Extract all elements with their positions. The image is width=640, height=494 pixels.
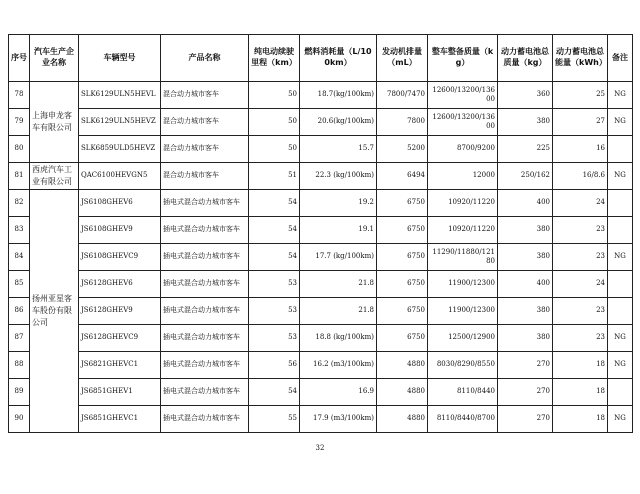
cell-battery-mass: 270 — [498, 379, 553, 406]
table-row — [9, 136, 633, 163]
cell-vehicle-model: JS6128GHEV6 — [79, 271, 161, 298]
table-row — [9, 109, 633, 136]
cell-remark: NG — [608, 109, 633, 136]
cell-curb-weight: 11900/12300 — [428, 271, 498, 298]
cell-serial-number: 86 — [9, 298, 30, 325]
cell-battery-energy: 16/8.6 — [553, 163, 608, 190]
cell-battery-energy: 23 — [553, 298, 608, 325]
cell-battery-mass: 225 — [498, 136, 553, 163]
header-row — [9, 35, 633, 82]
cell-product-name: 混合动力城市客车 — [161, 109, 249, 136]
cell-product-name: 插电式混合动力城市客车 — [161, 298, 249, 325]
cell-manufacturer: 西虎汽车工业有限公司 — [30, 163, 79, 190]
cell-engine-displacement: 6750 — [377, 244, 428, 271]
cell-vehicle-model: JS6108GHEV6 — [79, 190, 161, 217]
cell-electric-range: 53 — [249, 271, 300, 298]
cell-battery-mass: 250/162 — [498, 163, 553, 190]
cell-electric-range: 54 — [249, 244, 300, 271]
cell-product-name: 混合动力城市客车 — [161, 136, 249, 163]
cell-vehicle-model: JS6821GHEVC1 — [79, 352, 161, 379]
header-vehicle-model: 车辆型号 — [79, 35, 161, 82]
cell-battery-mass: 270 — [498, 406, 553, 433]
cell-product-name: 插电式混合动力城市客车 — [161, 190, 249, 217]
cell-product-name: 插电式混合动力城市客车 — [161, 379, 249, 406]
cell-engine-displacement: 6750 — [377, 298, 428, 325]
header-battery-energy: 动力蓄电池总能量（kWh） — [553, 35, 608, 82]
cell-battery-energy: 16 — [553, 136, 608, 163]
header-engine-displacement: 发动机排量（mL） — [377, 35, 428, 82]
cell-serial-number: 88 — [9, 352, 30, 379]
cell-fuel-consumption: 16.9 — [300, 379, 377, 406]
cell-serial-number: 87 — [9, 325, 30, 352]
cell-engine-displacement: 6750 — [377, 325, 428, 352]
cell-fuel-consumption: 18.8 (kg/100km) — [300, 325, 377, 352]
cell-electric-range: 54 — [249, 217, 300, 244]
cell-battery-energy: 25 — [553, 82, 608, 109]
cell-fuel-consumption: 20.6(kg/100km) — [300, 109, 377, 136]
header-fuel-consumption: 燃料消耗量（L/100km） — [300, 35, 377, 82]
cell-curb-weight: 12600/13200/13600 — [428, 109, 498, 136]
cell-vehicle-model: JS6128GHEVC9 — [79, 325, 161, 352]
cell-fuel-consumption: 16.2 (m3/100km) — [300, 352, 377, 379]
cell-remark — [608, 379, 633, 406]
cell-electric-range: 54 — [249, 190, 300, 217]
cell-serial-number: 83 — [9, 217, 30, 244]
cell-battery-mass: 380 — [498, 109, 553, 136]
cell-serial-number: 79 — [9, 109, 30, 136]
table-row — [9, 244, 633, 271]
cell-manufacturer: 上海申龙客车有限公司 — [30, 82, 79, 163]
cell-serial-number: 78 — [9, 82, 30, 109]
cell-fuel-consumption: 18.7(kg/100km) — [300, 82, 377, 109]
cell-fuel-consumption: 19.2 — [300, 190, 377, 217]
cell-vehicle-model: SLK6129ULN5HEVZ — [79, 109, 161, 136]
header-serial-number: 序号 — [9, 35, 30, 82]
cell-electric-range: 55 — [249, 406, 300, 433]
cell-remark — [608, 271, 633, 298]
cell-serial-number: 90 — [9, 406, 30, 433]
cell-product-name: 插电式混合动力城市客车 — [161, 352, 249, 379]
cell-product-name: 插电式混合动力城市客车 — [161, 217, 249, 244]
cell-fuel-consumption: 17.7 (kg/100km) — [300, 244, 377, 271]
cell-electric-range: 56 — [249, 352, 300, 379]
cell-remark — [608, 136, 633, 163]
cell-curb-weight: 8700/9200 — [428, 136, 498, 163]
cell-remark — [608, 298, 633, 325]
cell-engine-displacement: 7800/7470 — [377, 82, 428, 109]
cell-fuel-consumption: 21.8 — [300, 298, 377, 325]
cell-curb-weight: 12000 — [428, 163, 498, 190]
cell-fuel-consumption: 21.8 — [300, 271, 377, 298]
cell-vehicle-model: QAC6100HEVGN5 — [79, 163, 161, 190]
cell-vehicle-model: JS6851GHEVC1 — [79, 406, 161, 433]
table-row — [9, 82, 633, 109]
cell-battery-energy: 18 — [553, 352, 608, 379]
cell-engine-displacement: 7800 — [377, 109, 428, 136]
cell-battery-mass: 270 — [498, 352, 553, 379]
cell-fuel-consumption: 15.7 — [300, 136, 377, 163]
cell-battery-mass: 380 — [498, 244, 553, 271]
header-curb-weight: 整车整备质量（kg） — [428, 35, 498, 82]
cell-serial-number: 82 — [9, 190, 30, 217]
cell-battery-mass: 380 — [498, 325, 553, 352]
cell-battery-energy: 27 — [553, 109, 608, 136]
cell-curb-weight: 12500/12900 — [428, 325, 498, 352]
cell-manufacturer: 扬州亚星客车股份有限公司 — [30, 190, 79, 433]
table-row — [9, 163, 633, 190]
cell-product-name: 混合动力城市客车 — [161, 82, 249, 109]
cell-fuel-consumption: 19.1 — [300, 217, 377, 244]
cell-battery-energy: 18 — [553, 406, 608, 433]
cell-vehicle-model: SLK6859ULD5HEVZ — [79, 136, 161, 163]
cell-remark: NG — [608, 352, 633, 379]
table-row — [9, 379, 633, 406]
cell-serial-number: 81 — [9, 163, 30, 190]
cell-product-name: 插电式混合动力城市客车 — [161, 325, 249, 352]
cell-engine-displacement: 4880 — [377, 406, 428, 433]
cell-electric-range: 50 — [249, 109, 300, 136]
table-row — [9, 217, 633, 244]
cell-remark: NG — [608, 244, 633, 271]
cell-serial-number: 80 — [9, 136, 30, 163]
cell-vehicle-model: JS6851GHEV1 — [79, 379, 161, 406]
cell-remark: NG — [608, 82, 633, 109]
cell-engine-displacement: 4880 — [377, 352, 428, 379]
cell-product-name: 插电式混合动力城市客车 — [161, 244, 249, 271]
cell-curb-weight: 10920/11220 — [428, 217, 498, 244]
cell-serial-number: 89 — [9, 379, 30, 406]
cell-electric-range: 51 — [249, 163, 300, 190]
cell-fuel-consumption: 17.9 (m3/100km) — [300, 406, 377, 433]
table-row — [9, 298, 633, 325]
cell-remark: NG — [608, 406, 633, 433]
cell-engine-displacement: 6750 — [377, 217, 428, 244]
cell-curb-weight: 10920/11220 — [428, 190, 498, 217]
cell-battery-energy: 24 — [553, 190, 608, 217]
cell-remark — [608, 190, 633, 217]
table-header — [9, 35, 633, 82]
table-row — [9, 190, 633, 217]
header-battery-mass: 动力蓄电池总质量（kg） — [498, 35, 553, 82]
cell-serial-number: 84 — [9, 244, 30, 271]
cell-product-name: 混合动力城市客车 — [161, 163, 249, 190]
cell-vehicle-model: JS6128GHEV9 — [79, 298, 161, 325]
cell-electric-range: 54 — [249, 379, 300, 406]
cell-engine-displacement: 6750 — [377, 190, 428, 217]
cell-product-name: 插电式混合动力城市客车 — [161, 406, 249, 433]
cell-battery-mass: 360 — [498, 82, 553, 109]
table-row — [9, 325, 633, 352]
cell-battery-energy: 23 — [553, 244, 608, 271]
table-row — [9, 271, 633, 298]
table-row — [9, 406, 633, 433]
cell-battery-energy: 23 — [553, 217, 608, 244]
cell-battery-mass: 380 — [498, 298, 553, 325]
cell-curb-weight: 12600/13200/13600 — [428, 82, 498, 109]
header-manufacturer: 汽车生产企业名称 — [30, 35, 79, 82]
cell-engine-displacement: 6494 — [377, 163, 428, 190]
cell-engine-displacement: 4880 — [377, 379, 428, 406]
header-remark: 备注 — [608, 35, 633, 82]
cell-electric-range: 53 — [249, 298, 300, 325]
table-row — [9, 352, 633, 379]
cell-battery-mass: 380 — [498, 217, 553, 244]
cell-electric-range: 53 — [249, 325, 300, 352]
cell-vehicle-model: SLK6129ULN5HEVL — [79, 82, 161, 109]
cell-product-name: 插电式混合动力城市客车 — [161, 271, 249, 298]
page-number: 32 — [315, 444, 325, 452]
cell-vehicle-model: JS6108GHEVC9 — [79, 244, 161, 271]
cell-engine-displacement: 6750 — [377, 271, 428, 298]
cell-curb-weight: 8030/8290/8550 — [428, 352, 498, 379]
cell-remark — [608, 217, 633, 244]
cell-battery-mass: 400 — [498, 190, 553, 217]
cell-battery-energy: 24 — [553, 271, 608, 298]
vehicle-catalog-table — [8, 34, 633, 433]
cell-remark: NG — [608, 325, 633, 352]
cell-electric-range: 50 — [249, 82, 300, 109]
cell-fuel-consumption: 22.3 (kg/100km) — [300, 163, 377, 190]
cell-battery-mass: 400 — [498, 271, 553, 298]
cell-serial-number: 85 — [9, 271, 30, 298]
cell-battery-energy: 23 — [553, 325, 608, 352]
cell-curb-weight: 8110/8440/8700 — [428, 406, 498, 433]
cell-curb-weight: 11900/12300 — [428, 298, 498, 325]
cell-remark: NG — [608, 163, 633, 190]
cell-electric-range: 50 — [249, 136, 300, 163]
cell-battery-energy: 18 — [553, 379, 608, 406]
cell-curb-weight: 11290/11880/12180 — [428, 244, 498, 271]
header-electric-range: 纯电动续驶里程（km） — [249, 35, 300, 82]
cell-engine-displacement: 5200 — [377, 136, 428, 163]
cell-vehicle-model: JS6108GHEV9 — [79, 217, 161, 244]
cell-curb-weight: 8110/8440 — [428, 379, 498, 406]
table-body — [9, 82, 633, 433]
header-product-name: 产品名称 — [161, 35, 249, 82]
